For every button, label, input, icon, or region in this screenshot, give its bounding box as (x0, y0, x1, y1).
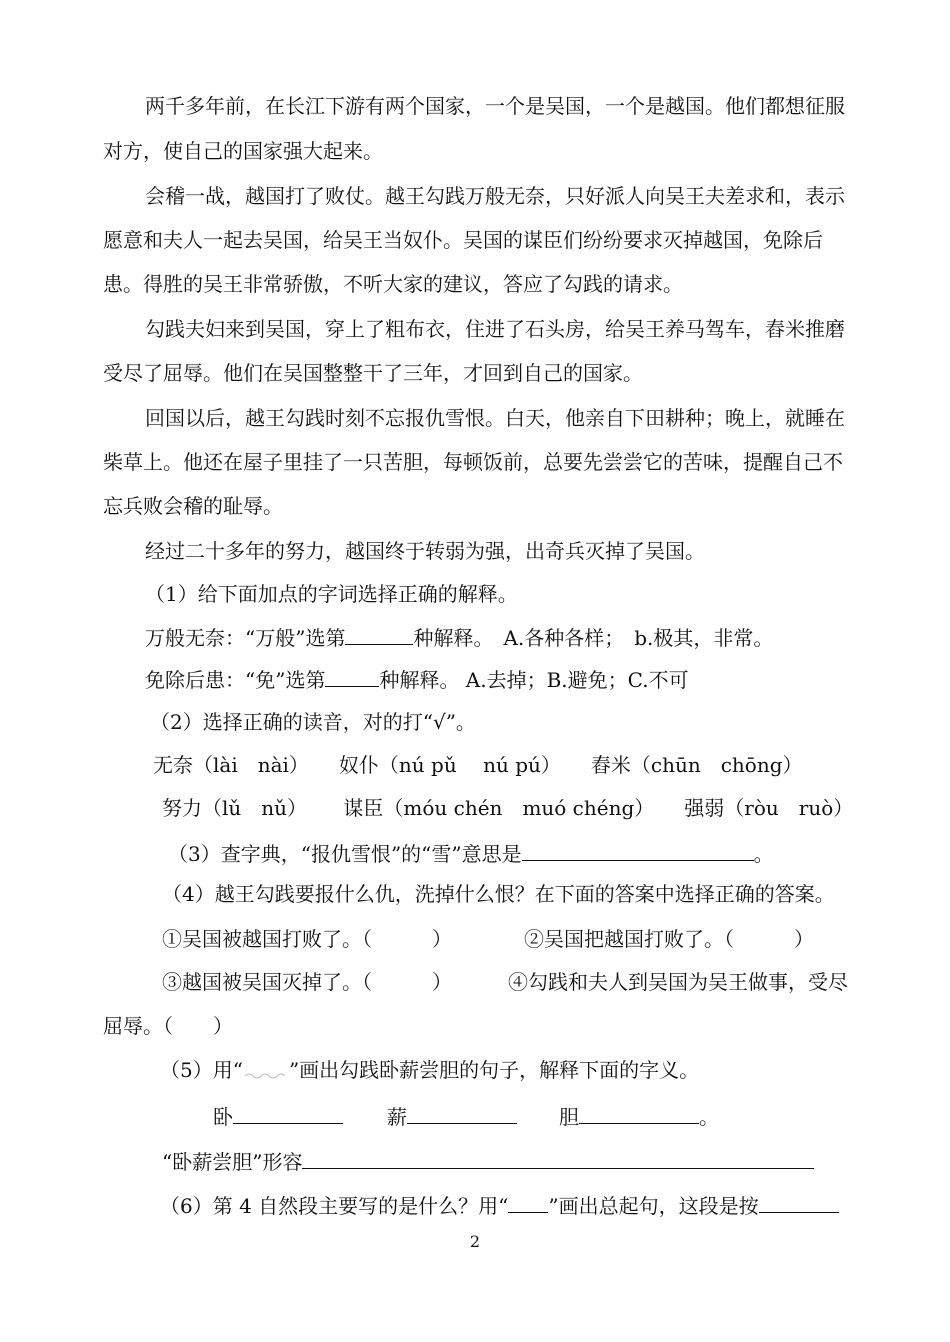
q5-prompt-start: （5）用“ (160, 1058, 243, 1082)
passage-p1-line2: 对方，使自己的国家强大起来。 (103, 139, 383, 163)
q3-prompt: （3）查字典，“报仇雪恨”的“雪”意思是 (168, 842, 522, 866)
q6-prompt-start: （6）第 4 自然段主要写的是什么？用“ (160, 1194, 509, 1218)
q5-words-end: 。 (699, 1105, 719, 1129)
q2-row1: 无奈（lài nài） 奴仆（nú pǔ nú pú） 舂米（chūn chōng） (153, 753, 803, 777)
q3-blank[interactable] (522, 838, 754, 861)
q4-option-4-continued: 屈辱。（ ） (103, 1014, 233, 1038)
q4-option-4[interactable]: ④勾践和夫人到吴国为吴王做事，受尽 (508, 970, 848, 994)
q4-title: （4）越王勾践要报什么仇，洗掉什么恨？在下面的答案中选择正确的答案。 (162, 882, 835, 906)
passage-p4-line1: 回国以后，越王勾践时刻不忘报仇雪恨。白天，他亲自下田耕种；晚上，就睡在 (145, 406, 845, 430)
passage-p5-line1: 经过二十多年的努力，越国终于转弱为强，出奇兵灭掉了吴国。 (145, 539, 705, 563)
q4-option-3[interactable]: ③越国被吴国灭掉了。（ ） (162, 970, 452, 994)
q3-end: 。 (753, 842, 774, 866)
passage-p2-line1: 会稽一战，越国打了败仗。越王勾践万般无奈，只好派人向吴王夫差求和，表示 (145, 184, 845, 208)
q1-item-b (145, 664, 689, 694)
passage-p4-line2: 柴草上。他还在屋子里挂了一只苦胆，每顿饭前，总要先尝尝它的苦味，提醒自己不 (103, 450, 843, 474)
passage-p2-line2: 愿意和夫人一起去吴国，给吴王当奴仆。吴国的谋臣们纷纷要求灭掉越国，免除后 (103, 228, 823, 252)
wavy-underline-icon (243, 1062, 289, 1082)
q5-idiom-blank[interactable] (302, 1146, 814, 1169)
q4-option-2[interactable]: ②吴国把越国打败了。（ ） (524, 927, 814, 951)
q1-item-a-blank[interactable] (345, 622, 413, 645)
q5-word-dan-blank[interactable] (579, 1101, 699, 1124)
q6-blank[interactable] (759, 1190, 839, 1213)
q5-word-dan: 胆 (559, 1105, 579, 1129)
q5-idiom-label: “卧薪尝胆”形容 (162, 1150, 303, 1174)
q1-title: （1）给下面加点的字词选择正确的解释。 (145, 582, 518, 606)
q6-underline-sample (508, 1190, 548, 1213)
q2-title: （2）选择正确的读音，对的打“√”。 (150, 710, 476, 734)
q1-item-b-options: 种解释。 A.去掉；B.避免；C.不可 (379, 668, 689, 692)
q5-prompt-end: ”画出勾践卧薪尝胆的句子，解释下面的字义。 (288, 1058, 700, 1082)
q1-item-a-prompt: 万般无奈：“万般”选第 (145, 626, 346, 650)
passage-p2-line3: 患。得胜的吴王非常骄傲，不听大家的建议，答应了勾践的请求。 (103, 272, 683, 296)
q1-item-b-blank[interactable] (325, 664, 379, 687)
q1-item-a-options: 种解释。 A.各种各样； b.极其，非常。 (413, 626, 774, 650)
q2-row2: 努力（lǔ nǔ） 谋臣（móu chén muó chéng） 强弱（ròu ruò） (162, 796, 854, 820)
q4-option-1[interactable]: ①吴国被越国打败了。（ ） (162, 927, 452, 951)
q6-prompt-end: ”画出总起句，这段是按 (548, 1194, 759, 1218)
q3 (168, 838, 774, 868)
page-number: 2 (469, 1232, 481, 1251)
q5-word-wo: 卧 (213, 1105, 233, 1129)
passage-p4-line3: 忘兵败会稽的耻辱。 (103, 494, 283, 518)
q5-words (213, 1101, 719, 1131)
q6 (160, 1190, 839, 1220)
q1-item-b-prompt: 免除后患：“免”选第 (145, 668, 326, 692)
q5-word-xin-blank[interactable] (407, 1101, 517, 1124)
passage-p3-line1: 勾践夫妇来到吴国，穿上了粗布衣，住进了石头房，给吴王养马驾车，舂米推磨 (145, 317, 845, 341)
q5-word-wo-blank[interactable] (233, 1101, 343, 1124)
q5-instruction (160, 1056, 699, 1084)
passage-p1-line1: 两千多年前，在长江下游有两个国家，一个是吴国，一个是越国。他们都想征服 (145, 94, 845, 118)
passage-p3-line2: 受尽了屈辱。他们在吴国整整干了三年，才回到自己的国家。 (103, 361, 643, 385)
q5-idiom (162, 1146, 814, 1176)
q5-word-xin: 薪 (387, 1105, 407, 1129)
q1-item-a (145, 622, 773, 652)
